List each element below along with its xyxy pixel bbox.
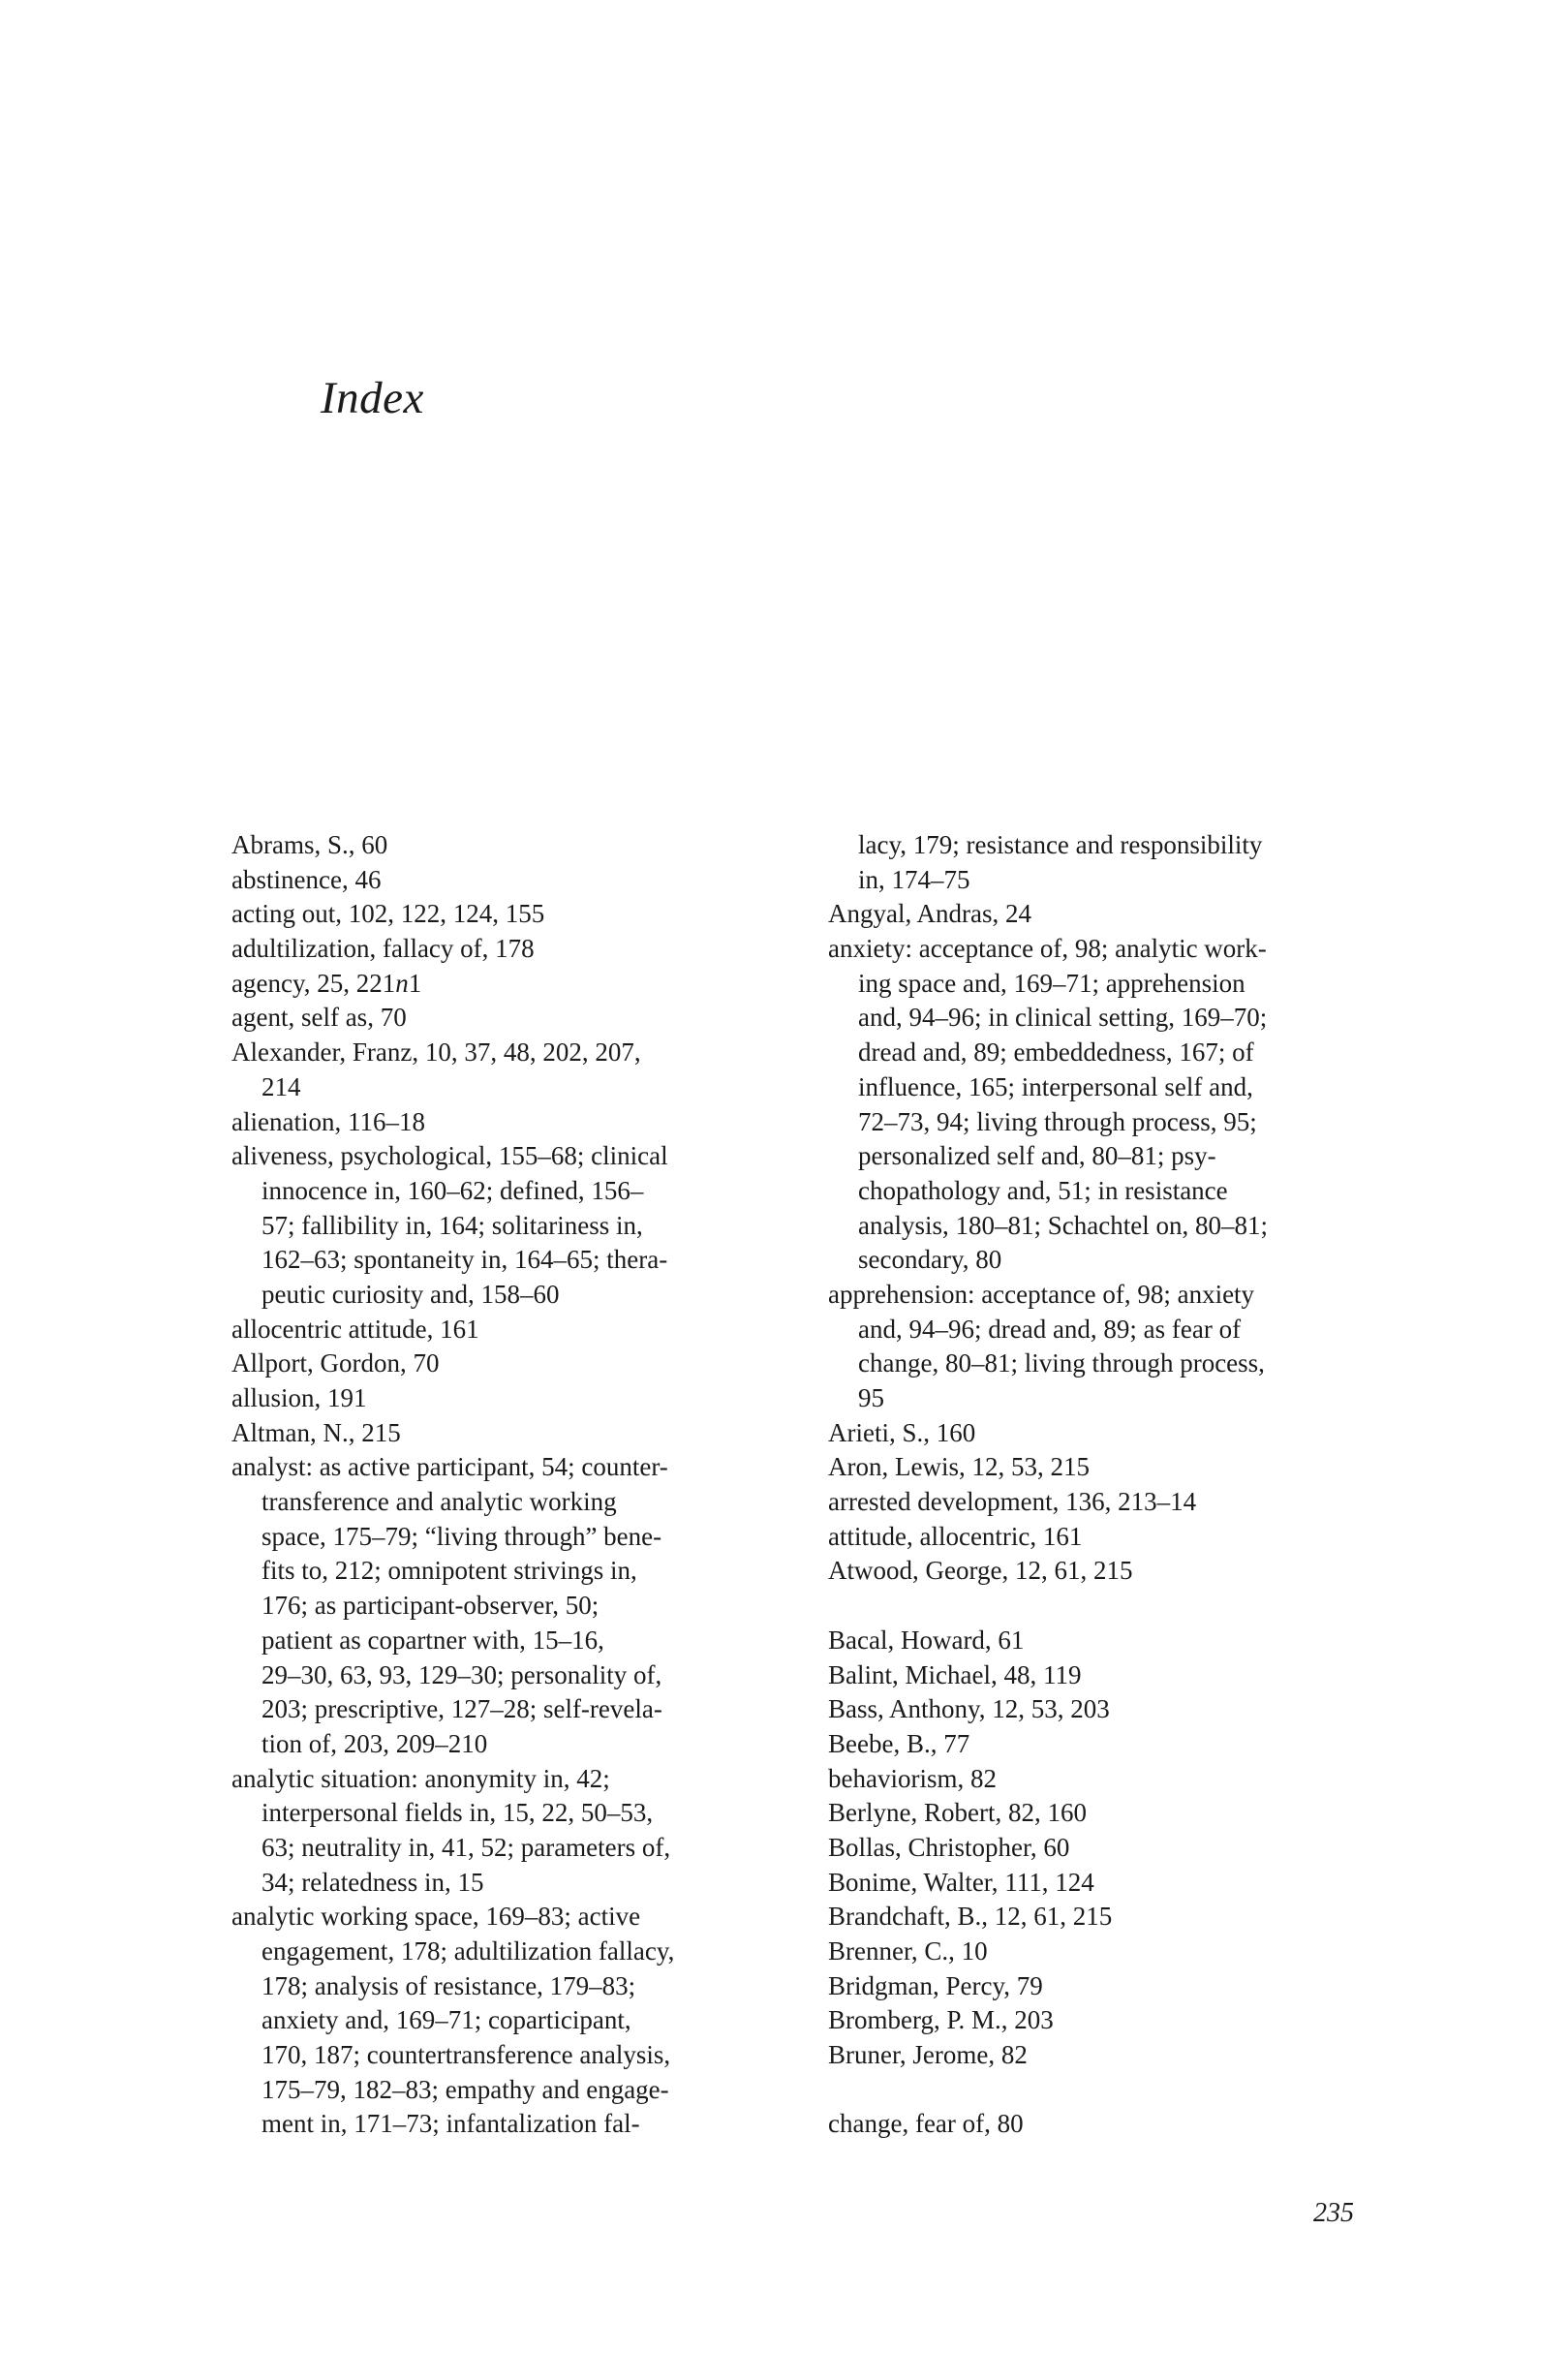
- index-line: 170, 187; countertransference analysis,: [261, 2040, 671, 2070]
- index-line: agency, 25, 221n1: [231, 968, 422, 998]
- page-title: Index: [321, 373, 424, 423]
- index-line: Altman, N., 215: [231, 1417, 401, 1447]
- index-line: Arieti, S., 160: [828, 1417, 976, 1447]
- index-line: Atwood, George, 12, 61, 215: [828, 1556, 1133, 1586]
- index-line: Brandchaft, B., 12, 61, 215: [828, 1902, 1113, 1932]
- index-line: analyst: as active participant, 54; counter-: [231, 1452, 668, 1482]
- index-line: analytic situation: anonymity in, 42;: [231, 1763, 610, 1793]
- index-line: Beebe, B., 77: [828, 1728, 970, 1758]
- index-line: 214: [261, 1071, 301, 1101]
- index-line: [828, 2073, 1390, 2108]
- index-line: lacy, 179; resistance and responsibility: [858, 830, 1263, 859]
- index-line: change, 80–81; living through process,: [858, 1348, 1265, 1378]
- index-line: transference and analytic working: [261, 1487, 617, 1517]
- index-line: aliveness, psychological, 155–68; clinical: [231, 1141, 668, 1171]
- index-line: 72–73, 94; living through process, 95;: [858, 1106, 1257, 1136]
- index-line: 57; fallibility in, 164; solitariness in,: [261, 1210, 643, 1240]
- index-line: Bridgman, Percy, 79: [828, 1970, 1043, 2000]
- index-line: 34; relatedness in, 15: [261, 1867, 484, 1897]
- index-line: Alexander, Franz, 10, 37, 48, 202, 207,: [231, 1037, 641, 1068]
- index-line: anxiety: acceptance of, 98; analytic work-: [828, 934, 1267, 964]
- index-line: Balint, Michael, 48, 119: [828, 1659, 1082, 1689]
- index-line: Bollas, Christopher, 60: [828, 1832, 1070, 1862]
- index-line: behaviorism, 82: [828, 1763, 997, 1793]
- index-line: Allport, Gordon, 70: [231, 1348, 440, 1378]
- index-line: Bruner, Jerome, 82: [828, 2040, 1028, 2070]
- index-line: peutic curiosity and, 158–60: [261, 1279, 560, 1309]
- index-line: acting out, 102, 122, 124, 155: [231, 899, 545, 929]
- index-line: 175–79, 182–83; empathy and engage-: [261, 2074, 669, 2104]
- index-line: [828, 1589, 1390, 1624]
- index-line: ment in, 171–73; infantalization fal-: [261, 2109, 640, 2139]
- index-line: Brenner, C., 10: [828, 1936, 988, 1966]
- index-line: personalized self and, 80–81; psy-: [858, 1141, 1216, 1171]
- page-number: 235: [1313, 2198, 1354, 2228]
- index-column-left: [231, 828, 793, 2142]
- index-line: influence, 165; interpersonal self and,: [858, 1071, 1253, 1101]
- index-line: 178; analysis of resistance, 179–83;: [261, 1970, 636, 2000]
- index-line: and, 94–96; in clinical setting, 169–70;: [858, 1003, 1268, 1033]
- index-line: analysis, 180–81; Schachtel on, 80–81;: [858, 1210, 1268, 1240]
- index-line: 176; as participant-observer, 50;: [261, 1591, 600, 1621]
- index-line: Bromberg, P. M., 203: [828, 2005, 1054, 2035]
- index-column-right: [828, 828, 1390, 2142]
- index-line: dread and, 89; embeddedness, 167; of: [858, 1037, 1254, 1068]
- index-line: 63; neutrality in, 41, 52; parameters of,: [261, 1832, 671, 1862]
- index-line: change, fear of, 80: [828, 2109, 1024, 2139]
- index-line: Bass, Anthony, 12, 53, 203: [828, 1694, 1110, 1724]
- index-line: attitude, allocentric, 161: [828, 1521, 1083, 1551]
- index-line: allusion, 191: [231, 1383, 367, 1412]
- index-line: fits to, 212; omnipotent strivings in,: [261, 1556, 637, 1586]
- index-line: space, 175–79; “living through” bene-: [261, 1521, 662, 1551]
- index-line: Bacal, Howard, 61: [828, 1625, 1025, 1655]
- index-line: arrested development, 136, 213–14: [828, 1487, 1197, 1517]
- index-line: chopathology and, 51; in resistance: [858, 1175, 1228, 1205]
- index-line: anxiety and, 169–71; coparticipant,: [261, 2005, 631, 2035]
- index-line: Abrams, S., 60: [231, 830, 388, 859]
- index-line: apprehension: acceptance of, 98; anxiety: [828, 1279, 1255, 1309]
- index-line: patient as copartner with, 15–16,: [261, 1625, 604, 1655]
- index-line: Bonime, Walter, 111, 124: [828, 1867, 1094, 1897]
- index-line: 29–30, 63, 93, 129–30; personality of,: [261, 1659, 662, 1689]
- index-line: tion of, 203, 209–210: [261, 1728, 488, 1758]
- index-line: adultilization, fallacy of, 178: [231, 934, 535, 964]
- index-line: allocentric attitude, 161: [231, 1314, 479, 1344]
- index-line: Aron, Lewis, 12, 53, 215: [828, 1452, 1090, 1482]
- index-line: analytic working space, 169–83; active: [231, 1902, 641, 1932]
- index-line: 162–63; spontaneity in, 164–65; thera-: [261, 1245, 668, 1275]
- index-line: 95: [858, 1383, 884, 1412]
- index-line: Angyal, Andras, 24: [828, 899, 1031, 929]
- index-line: ing space and, 169–71; apprehension: [858, 968, 1245, 998]
- index-line: agent, self as, 70: [231, 1003, 407, 1033]
- index-line: in, 174–75: [858, 864, 970, 894]
- index-line: alienation, 116–18: [231, 1106, 425, 1136]
- index-line: engagement, 178; adultilization fallacy,: [261, 1936, 675, 1966]
- index-line: Berlyne, Robert, 82, 160: [828, 1798, 1087, 1828]
- index-line: secondary, 80: [858, 1245, 1002, 1275]
- index-line: and, 94–96; dread and, 89; as fear of: [858, 1314, 1242, 1344]
- index-line: interpersonal fields in, 15, 22, 50–53,: [261, 1798, 654, 1828]
- index-line: abstinence, 46: [231, 864, 382, 894]
- index-line: 203; prescriptive, 127–28; self-revela-: [261, 1694, 662, 1724]
- index-line: innocence in, 160–62; defined, 156–: [261, 1175, 644, 1205]
